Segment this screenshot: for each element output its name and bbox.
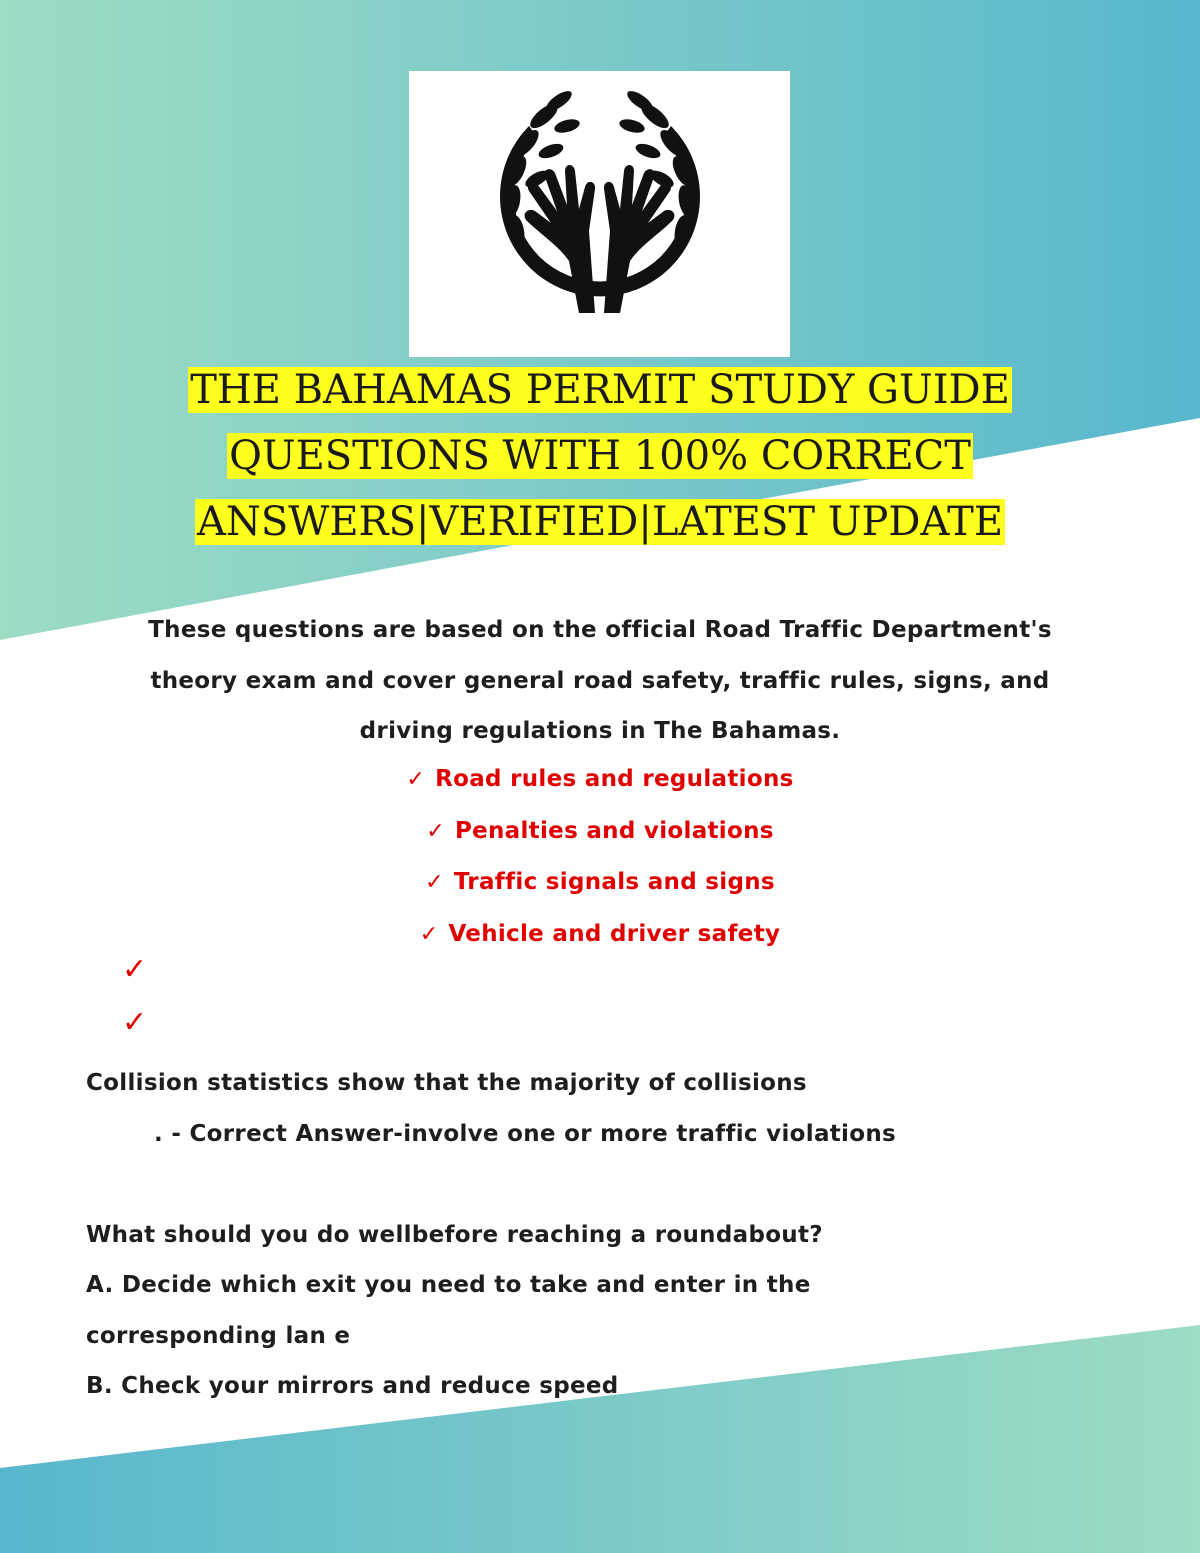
logo [409,71,790,357]
checkmark-icon: ✓ [406,767,426,792]
checkmark-icon: ✓ [419,921,439,947]
title-line: THE BAHAMAS PERMIT STUDY GUIDE [190,367,1010,413]
checkmark-icon: ✓ [425,870,444,895]
checkmark-icon: ✓ [426,818,445,844]
topic-item: ✓ Vehicle and driver safety [419,920,781,947]
title-line: ANSWERS|VERIFIED|LATEST UPDATE [196,499,1004,545]
topic-list [0,754,1200,960]
raised-hands-laurel-icon [409,71,790,357]
spacer [86,1159,1146,1210]
topic-item: ✓ Traffic signals and signs [425,869,775,895]
title-line: QUESTIONS WITH 100% CORRECT [229,433,971,479]
topic-item: ✓ Road rules and regulations [406,766,794,792]
intro-line: driving regulations in The Bahamas. [359,718,841,744]
checkmark-icon: ✓ [122,952,148,987]
question-text: Collision statistics show that the majority of collisions [86,1070,807,1096]
intro-line: These questions are based on the official Road Traffic Department's [148,617,1052,643]
question-text: What should you do wellbefore reaching a roundabout? [86,1221,823,1248]
option-a: A. Decide which exit you need to take and enter in the [86,1272,811,1298]
answer-text: . - Correct Answer-involve one or more traffic violations [154,1120,897,1147]
checkmark-icon: ✓ [122,1005,148,1040]
intro-paragraph [60,605,1140,757]
option-a-continued: corresponding lan e [86,1322,351,1349]
option-b: B. Check your mirrors and reduce speed [86,1373,619,1399]
intro-line: theory exam and cover general road safety, traffic rules, signs, and [150,667,1050,694]
document-title [0,357,1200,555]
topic-item: ✓ Penalties and violations [426,817,774,844]
question-section [86,1058,1146,1412]
